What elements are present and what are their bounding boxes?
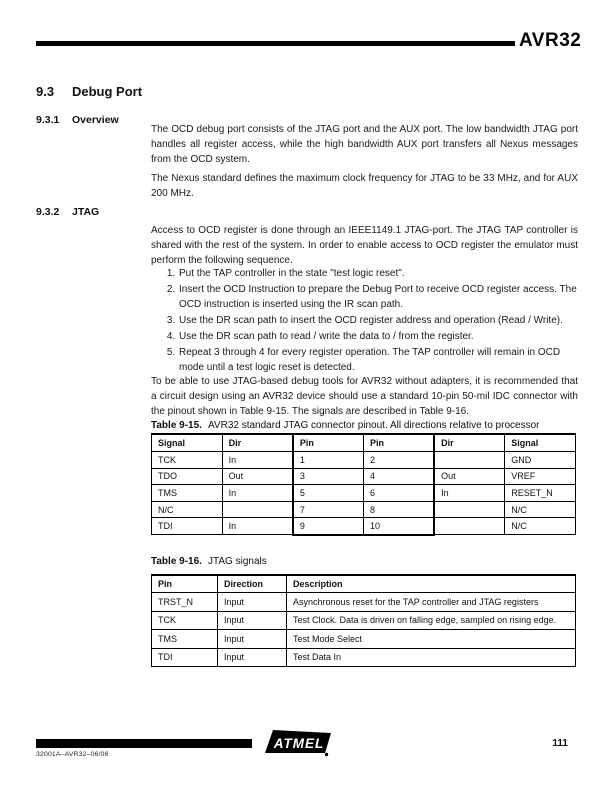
table-cell: Input xyxy=(218,648,287,667)
table-cell: 1 xyxy=(293,452,364,469)
table-cell: 2 xyxy=(363,452,434,469)
subsection-number: 9.3.1 xyxy=(36,113,60,126)
atmel-logo-text: ATMEL xyxy=(273,736,325,751)
table-cell: Test Data In xyxy=(287,648,576,667)
table-caption-text: JTAG signals xyxy=(208,556,267,567)
table-label: Table 9-15. xyxy=(151,420,202,431)
document-reference: 32001A–AVR32–06/06 xyxy=(36,751,109,758)
list-item: 4. Use the DR scan path to read / write the data to / from the register. xyxy=(178,329,578,344)
table-cell: TDI xyxy=(152,648,218,667)
table-cell: TDO xyxy=(152,468,223,485)
table-cell: In xyxy=(222,452,293,469)
table-cell: TMS xyxy=(152,630,218,649)
table-cell: 7 xyxy=(293,501,364,518)
table-header-cell: Description xyxy=(287,575,576,593)
table-cell: Input xyxy=(218,611,287,630)
section-number: 9.3 xyxy=(36,84,55,99)
table-cell: 4 xyxy=(363,468,434,485)
paragraph: Access to OCD register is done through an IEEE1149.1 JTAG-port. The JTAG TAP controller is shared with the rest of the system. In order to enable access to OCD register the emulator must perform the following sequence. xyxy=(151,224,578,266)
table-cell xyxy=(434,518,505,535)
registered-mark-dot xyxy=(325,753,328,756)
table-header-row xyxy=(152,575,576,593)
table-header-cell: Signal xyxy=(505,434,576,452)
list-item: 1. Put the TAP controller in the state "test logic reset". xyxy=(178,266,578,281)
subsection-number: 9.3.2 xyxy=(36,205,60,218)
paragraph: The OCD debug port consists of the JTAG port and the AUX port. The low bandwidth JTAG port handles all register access, while the high bandwidth AUX port transfers all Nexus messages from the OCD system. xyxy=(151,124,578,165)
table-cell: 8 xyxy=(363,501,434,518)
table-row xyxy=(152,648,576,667)
section-heading xyxy=(36,84,142,100)
list-item: 2. Insert the OCD Instruction to prepare the Debug Port to receive OCD register access. The OCD instruction is inserted using the IR scan path. xyxy=(178,282,578,312)
table-label: Table 9-16. xyxy=(151,556,202,567)
paragraph: To be able to use JTAG-based debug tools for AVR32 without adapters, it is recommended that a circuit design using an AVR32 device should use a standard 10-pin 50-mil IDC connector with the pinout shown in Table 9-15. The signals are described in Table 9-16. xyxy=(151,376,578,417)
table-9-15 xyxy=(151,433,576,536)
table-cell: N/C xyxy=(152,501,223,518)
atmel-logo-graphic xyxy=(264,728,332,758)
table-cell: Input xyxy=(218,593,287,612)
table-cell: Test Mode Select xyxy=(287,630,576,649)
table-9-16 xyxy=(151,574,576,667)
table-cell: 10 xyxy=(363,518,434,535)
table-cell: TRST_N xyxy=(152,593,218,612)
table-cell: Out xyxy=(434,468,505,485)
table-row xyxy=(152,501,576,518)
table-cell: TMS xyxy=(152,485,223,502)
table-row xyxy=(152,630,576,649)
table-header-cell: Direction xyxy=(218,575,287,593)
table-cell: Test Clock. Data is driven on falling edge, sampled on rising edge. xyxy=(287,611,576,630)
table-header-cell: Pin xyxy=(152,575,218,593)
table-cell: TCK xyxy=(152,611,218,630)
table-cell xyxy=(222,501,293,518)
table-header-cell: Dir xyxy=(434,434,505,452)
table-header-cell: Signal xyxy=(152,434,223,452)
table-cell: TCK xyxy=(152,452,223,469)
table-cell: Out xyxy=(222,468,293,485)
table-cell: N/C xyxy=(505,501,576,518)
paragraph: The Nexus standard defines the maximum clock frequency for JTAG to be 33 MHz, and for AUX 200 MHz. xyxy=(151,172,578,199)
table-row xyxy=(152,518,576,535)
table-cell: 3 xyxy=(293,468,364,485)
jtag-intro xyxy=(151,223,578,272)
table-cell: 5 xyxy=(293,485,364,502)
subsection-title: JTAG xyxy=(72,205,100,218)
table-header-cell: Dir xyxy=(222,434,293,452)
table-row xyxy=(152,611,576,630)
table-cell xyxy=(434,452,505,469)
header-rule xyxy=(36,41,515,46)
table-row xyxy=(152,452,576,469)
table-cell: Input xyxy=(218,630,287,649)
table-cell: RESET_N xyxy=(505,485,576,502)
list-item: 5. Repeat 3 through 4 for every register operation. The TAP controller will remain in OCD mode until a test logic reset is detected. xyxy=(178,345,578,375)
table-row xyxy=(152,485,576,502)
subsection-heading-overview xyxy=(36,114,119,127)
table-cell xyxy=(434,501,505,518)
table-cell: Asynchronous reset for the TAP controller and JTAG registers xyxy=(287,593,576,612)
table-header-row xyxy=(152,434,576,452)
list-item: 3. Use the DR scan path to insert the OCD register address and operation (Read / Write). xyxy=(178,313,578,328)
table-cell: GND xyxy=(505,452,576,469)
overview-body xyxy=(151,122,578,204)
jtag-steps xyxy=(151,266,578,376)
table-9-16-caption xyxy=(151,555,267,568)
page-number: 111 xyxy=(552,738,568,749)
table-cell: 9 xyxy=(293,518,364,535)
table-cell: N/C xyxy=(505,518,576,535)
footer-rule xyxy=(36,739,252,748)
document-title: AVR32 xyxy=(519,30,582,51)
table-9-15-caption xyxy=(151,419,539,432)
table-cell: In xyxy=(434,485,505,502)
atmel-logo xyxy=(264,728,332,758)
table-cell: In xyxy=(222,485,293,502)
table-cell: 6 xyxy=(363,485,434,502)
table-row xyxy=(152,468,576,485)
table-cell: VREF xyxy=(505,468,576,485)
subsection-heading-jtag xyxy=(36,206,99,219)
jtag-steps-list xyxy=(151,266,578,375)
table-row xyxy=(152,593,576,612)
table-cell: TDI xyxy=(152,518,223,535)
table-header-cell: Pin xyxy=(363,434,434,452)
section-title: Debug Port xyxy=(72,84,143,99)
subsection-title: Overview xyxy=(72,113,119,126)
table-header-cell: Pin xyxy=(293,434,364,452)
jtag-outro xyxy=(151,374,578,423)
table-caption-text: AVR32 standard JTAG connector pinout. All directions relative to processor xyxy=(208,420,540,431)
table-cell: In xyxy=(222,518,293,535)
